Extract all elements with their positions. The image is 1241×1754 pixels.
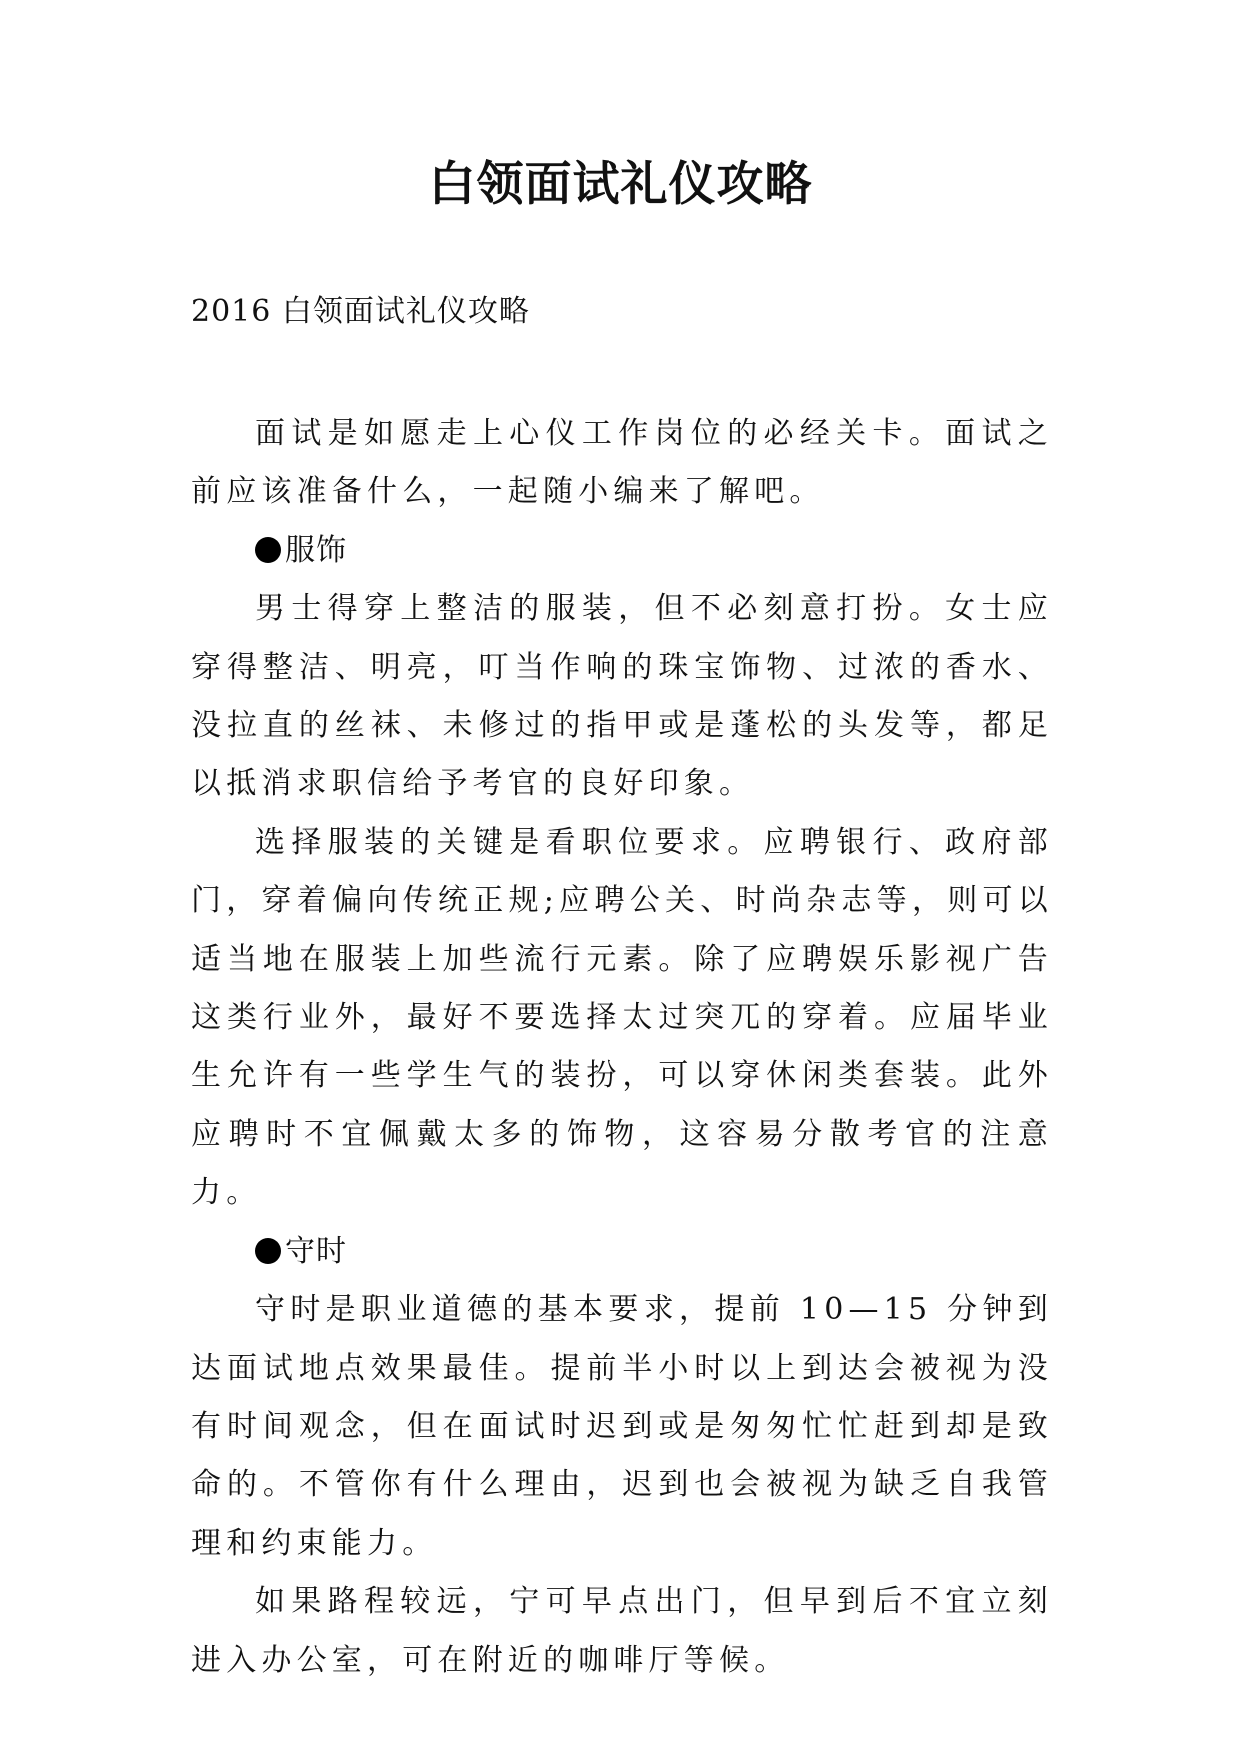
section-heading-punctuality bbox=[191, 1223, 1053, 1281]
bullet-icon bbox=[255, 537, 281, 563]
section-heading-label: 服饰 bbox=[285, 532, 347, 568]
paragraph-intro: 面试是如愿走上心仪工作岗位的必经关卡。面试之前应该准备什么，一起随小编来了解吧。 bbox=[191, 416, 1053, 510]
paragraph-punctuality-1: 守时是职业道德的基本要求，提前 10—15 分钟到达面试地点效果最佳。提前半小时以上到达会被视为没有时间观念，但在面试时迟到或是匆匆忙忙赶到却是致命的。不管你有什么理由，迟到也会被视为缺乏自我管理和约束能力。 bbox=[191, 1292, 1053, 1561]
paragraph-clothing-2: 选择服装的关键是看职位要求。应聘银行、政府部门，穿着偏向传统正规;应聘公关、时尚杂志等，则可以适当地在服装上加些流行元素。除了应聘娱乐影视广告这类行业外，最好不要选择太过突兀的穿着。应届毕业生允许有一些学生气的装扮，可以穿休闲类套装。此外应聘时不宜佩戴太多的饰物，这容易分散考官的注意力。 bbox=[191, 824, 1053, 1211]
paragraph-clothing-1: 男士得穿上整洁的服装，但不必刻意打扮。女士应穿得整洁、明亮，叮当作响的珠宝饰物、过浓的香水、没拉直的丝袜、未修过的指甲或是蓬松的头发等，都足以抵消求职信给予考官的良好印象。 bbox=[191, 591, 1053, 802]
paragraph-punctuality-2: 如果路程较远，宁可早点出门，但早到后不宜立刻进入办公室，可在附近的咖啡厅等候。 bbox=[191, 1584, 1053, 1678]
section-heading-label: 守时 bbox=[285, 1233, 347, 1269]
document-body bbox=[191, 405, 1053, 1690]
document-subtitle: 2016 白领面试礼仪攻略 bbox=[191, 294, 530, 329]
bullet-icon bbox=[255, 1238, 281, 1264]
section-heading-clothing bbox=[191, 522, 1053, 580]
document-title: 白领面试礼仪攻略 bbox=[428, 157, 813, 212]
